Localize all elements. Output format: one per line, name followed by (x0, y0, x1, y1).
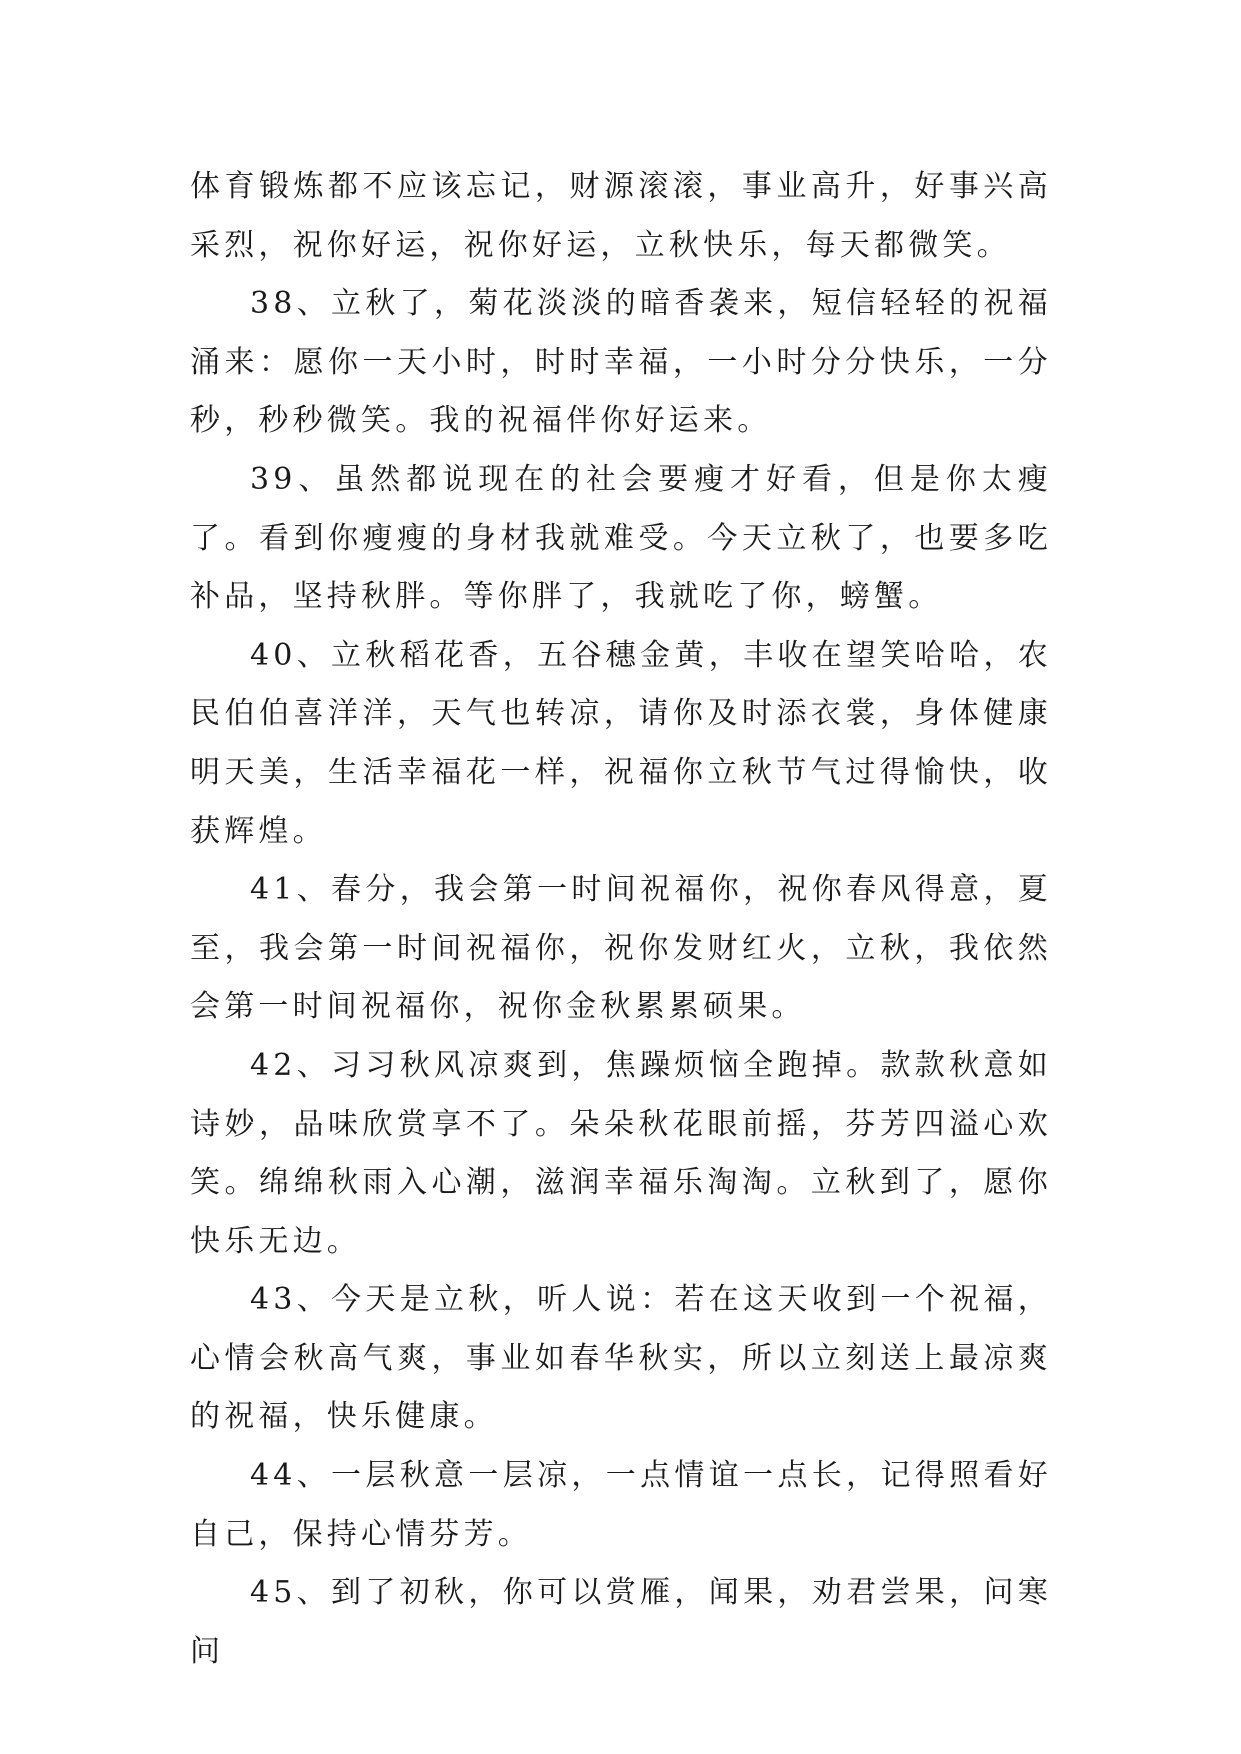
paragraph-44: 44、一层秋意一层凉，一点情谊一点长，记得照看好自己，保持心情芬芳。 (190, 1458, 1052, 1552)
paragraph-43: 43、今天是立秋，听人说：若在这天收到一个祝福，心情会秋高气爽，事业如春华秋实，所以立刻送上最凉爽的祝福，快乐健康。 (190, 1282, 1052, 1435)
paragraph-39: 39、虽然都说现在的社会要瘦才好看，但是你太瘦了。看到你瘦瘦的身材我就难受。今天立秋了，也要多吃补品，坚持秋胖。等你胖了，我就吃了你，螃蟹。 (190, 461, 1052, 615)
paragraph-45: 45、到了初秋，你可以赏雁，闻果，劝君尝果，问寒问 (190, 1575, 1052, 1669)
paragraph-42: 42、习习秋风凉爽到，焦躁烦恼全跑掉。款款秋意如诗妙，品味欣赏享不了。朵朵秋花眼前摇，芬芳四溢心欢笑。绵绵秋雨入心潮，滋润幸福乐淘淘。立秋到了，愿你快乐无边。 (190, 1047, 1052, 1259)
document-body (190, 158, 1052, 1681)
paragraph-41: 41、春分，我会第一时间祝福你，祝你春风得意，夏至，我会第一时间祝福你，祝你发财红火，立秋，我依然会第一时间祝福你，祝你金秋累累硕果。 (190, 872, 1052, 1025)
paragraph-37-continued: 体育锻炼都不应该忘记，财源滚滚，事业高升，好事兴高采烈，祝你好运，祝你好运，立秋快乐，每天都微笑。 (190, 169, 1052, 263)
paragraph-40: 40、立秋稻花香，五谷穗金黄，丰收在望笑哈哈，农民伯伯喜洋洋，天气也转凉，请你及时添衣裳，身体健康明天美，生活幸福花一样，祝福你立秋节气过得愉快，收获辉煌。 (190, 637, 1052, 849)
paragraph-38: 38、立秋了，菊花淡淡的暗香袭来，短信轻轻的祝福涌来：愿你一天小时，时时幸福，一小时分分快乐，一分秒，秒秒微笑。我的祝福伴你好运来。 (190, 286, 1052, 439)
